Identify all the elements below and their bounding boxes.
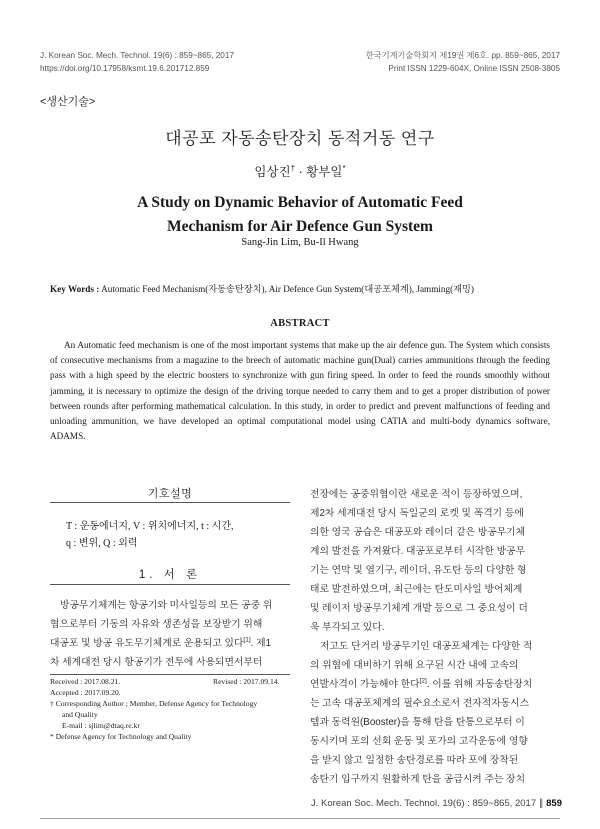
corresponding-mark: † [290, 163, 296, 173]
corresponding-author-cont: and Quality [62, 710, 98, 719]
footer-rule [40, 818, 560, 819]
footer-citation: J. Korean Soc. Mech. Technol. 19(6) : 859~865, 2017 ∥ [311, 798, 547, 809]
section-heading-introduction: 1. 서 론 [138, 569, 202, 581]
intro-line-tail: . 제1 [250, 638, 272, 649]
body-line: 송탄기 입구까지 원활하게 탄을 공급시켜 주는 장치 [310, 774, 526, 785]
body-line: 기는 연막 및 열기구, 레이더, 유도탄 등의 다양한 형 [310, 565, 527, 576]
body-line-tail: . 이를 위해 자동송탄장치 [426, 679, 533, 690]
body-line: 태로 발전하였으며, 최근에는 탄도미사일 방어체계 [310, 584, 523, 595]
author-1: 임상진 [254, 165, 291, 179]
body-line: 동시키며 포의 선회 운동 및 포가의 고각운동에 영향 [310, 736, 528, 747]
body-line: 을 받지 않고 일정한 송탄경로를 따라 포에 장착된 [310, 755, 519, 766]
body-line: 및 레이저 방공무기체계 개발 등으로 그 중요성이 더 [310, 603, 528, 614]
doi-link[interactable]: https://doi.org/10.17958/ksmt.19.6.201712.859 [40, 64, 210, 73]
body-line: 는 고속 대공포체계의 필수요소로서 전자적자동시스 [310, 698, 530, 709]
author-2: 황부일 [306, 165, 343, 179]
title-en-line-2: Mechanism for Air Defence Gun System [167, 218, 433, 235]
nomenclature-rule [50, 502, 290, 503]
journal-citation: J. Korean Soc. Mech. Technol. 19(6) : 859~865, 2017 [40, 51, 234, 60]
author-separator: · [295, 165, 307, 179]
author-email[interactable]: E-mail : sjlim@dtaq.re.kr [62, 721, 140, 730]
section-rule [50, 584, 290, 585]
body-line: 의한 영국 공습은 대공포와 레이더 같은 방공무기체 [310, 527, 526, 538]
page-title-korean: 대공포 자동송탄장치 동적거동 연구 [165, 129, 435, 148]
page-number: 859 [546, 798, 562, 809]
intro-line-with-ref [50, 634, 290, 653]
footnote-rule [50, 674, 290, 675]
accepted-date: Accepted : 2017.09.20. [50, 688, 121, 697]
corresponding-author: † Corresponding Author ; Member, Defense Agency for Technology [50, 699, 258, 708]
body-line: 제2차 세계대전 당시 독일군의 로켓 및 폭격기 등에 [310, 508, 524, 519]
body-line: 의 위협에 대비하기 위해 요구된 시간 내에 고속의 [310, 660, 519, 671]
abstract-body: An Automatic feed mechanism is one of the most important systems that make up the air defence gun. The System which consists of consecutive mechanisms from a magazine to the breech of automatic machine gun(Dual) carries ammunitions through the feeding pass with a high speed by the electric boosters to synchronize with gun firing speed. In order to feed the rounds smoothly without jamming, it is necessary to optimize the design of the driving torque needed to carry them and to get a proper distribution of power between rounds after performing mathematical calculation. In this study, in order to predict and prevent malfunctions of feeding and unloading ammunition, we have developed an optimal computational model using CATIA and multi-body dynamics software, ADAMS. [50, 340, 550, 442]
body-line-with-ref [310, 675, 550, 694]
keywords [50, 281, 560, 295]
citation-ref-2[interactable]: [2] [419, 677, 427, 685]
citation-ref-1[interactable]: [1] [243, 636, 251, 644]
issn-line: Print ISSN 1229-604X, Online ISSN 2508-3805 [388, 64, 560, 73]
body-line: 템과 동력원(Booster)을 통해 탄을 탄통으로부터 이 [310, 717, 525, 728]
right-column-body [310, 485, 550, 789]
keywords-text: Automatic Feed Mechanism(자동송탄장치), Air Defence Gun System(대공포체계), Jamming(재밍) [99, 284, 474, 294]
affiliation-note: * Defense Agency for Technology and Quality [50, 732, 192, 741]
nomenclature-heading: 기호설명 [147, 488, 193, 500]
intro-line: 방공무기체계는 항공기와 미사일등의 모든 공중 위 [60, 600, 273, 611]
intro-line-text: 대공포 및 방공 유도무기체계로 운용되고 있다 [50, 638, 244, 649]
article-category: <생산기술> [40, 96, 96, 108]
body-line: 저고도 단거리 방공무기인 대공포체계는 다양한 적 [320, 641, 533, 652]
received-date: Received : 2017.08.21. [50, 677, 121, 686]
keywords-label: Key Words : [50, 284, 100, 294]
body-line: 계의 발전을 가져왔다. 대공포로부터 시작한 방공무 [310, 546, 526, 557]
title-en-line-1: A Study on Dynamic Behavior of Automatic Feed [137, 194, 463, 211]
body-line-text: 연발사격이 가능해야 한다 [310, 679, 420, 690]
nomenclature-line-2: q : 변위, Q : 외력 [66, 538, 138, 549]
page-footer [311, 798, 562, 809]
affiliation-mark: * [342, 163, 346, 173]
authors-english: Sang-Jin Lim, Bu-Il Hwang [241, 237, 359, 248]
abstract-heading: ABSTRACT [270, 318, 330, 329]
journal-citation-ko: 한국기계기술학회지 제19권 제6호. pp. 859~865, 2017 [365, 51, 560, 60]
body-line: 욱 부각되고 있다. [310, 622, 385, 633]
introduction-body [50, 596, 290, 672]
authors-korean [0, 162, 600, 180]
intro-line: 협으로부터 기동의 자유와 생존성을 보장받기 위해 [50, 619, 263, 630]
body-line: 전장에는 공중위협이란 새로운 적이 등장하였으며, [310, 489, 523, 500]
nomenclature-line-1: T : 운동에너지, V : 위치에너지, t : 시간, [66, 521, 234, 532]
page-title-english [40, 191, 560, 239]
intro-line: 차 세계대전 당시 항공기가 전투에 사용되면서부터 [50, 657, 263, 668]
revised-date: Revised : 2017.09.14. [213, 677, 280, 686]
